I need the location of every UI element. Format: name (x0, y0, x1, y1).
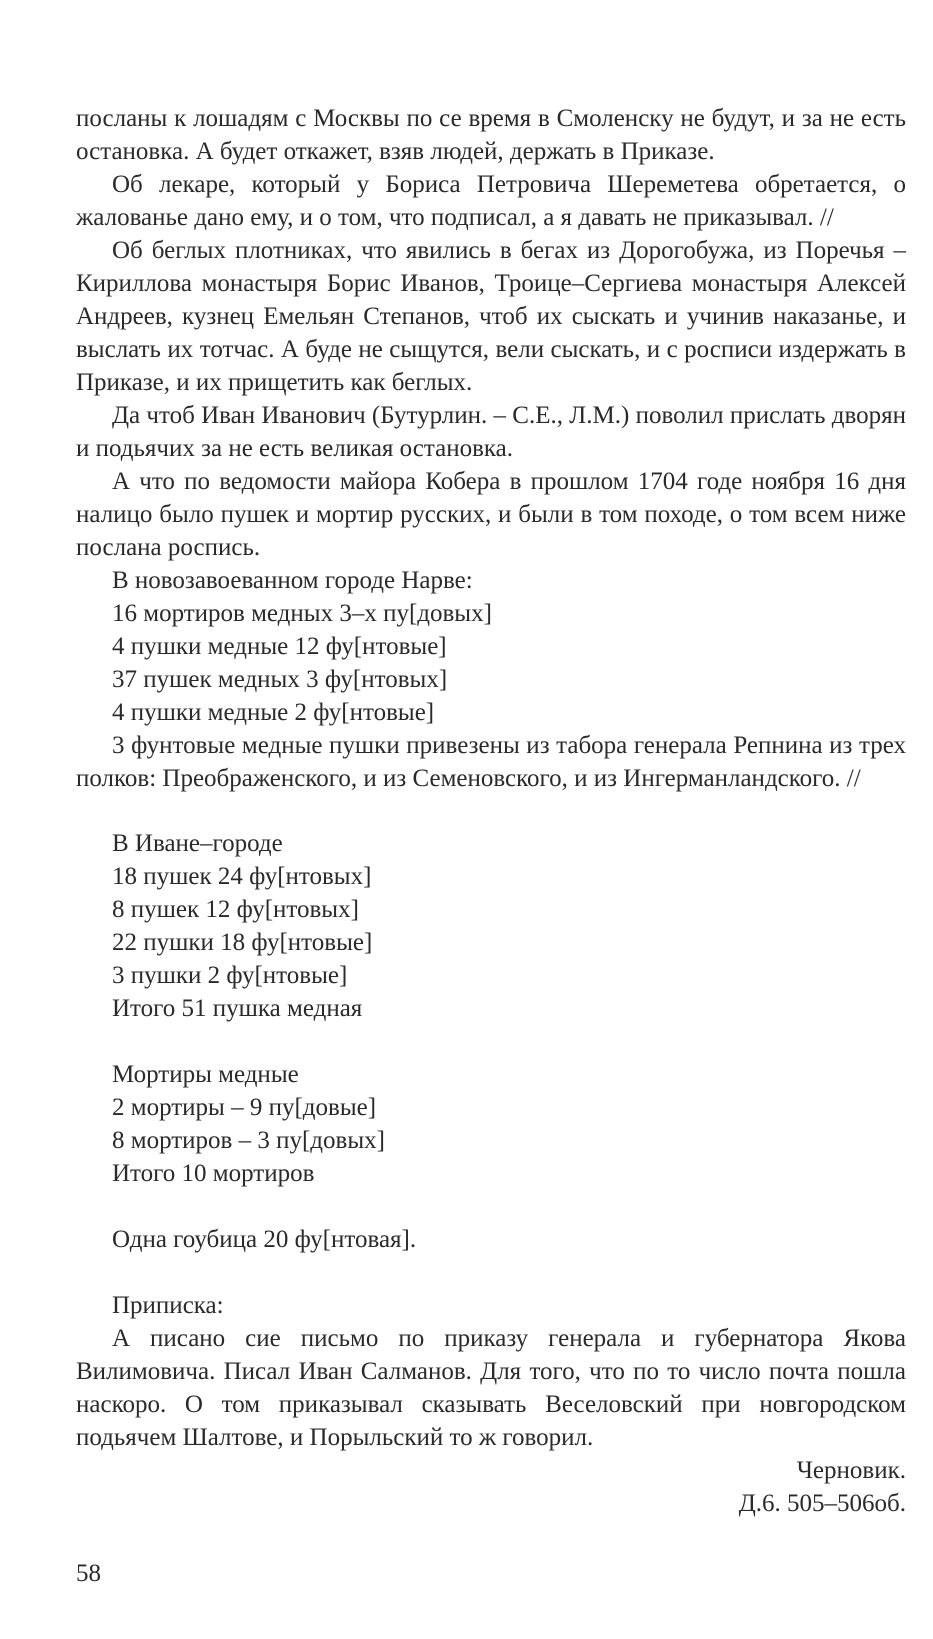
paragraph-kober: А что по ведомости майора Кобера в прошлом 1704 годе ноября 16 дня налицо было пушек и мортир русских, и были в том походе, о том всем ниже послана роспись. (76, 468, 906, 561)
ivangorod-total: Итого 51 пушка медная (112, 995, 363, 1022)
spacer (76, 1190, 906, 1223)
narva-heading: В новозавоеванном городе Нарве: (112, 567, 473, 594)
howitzer-block (76, 1223, 906, 1256)
mortars-total: Итого 10 мортиров (112, 1160, 315, 1187)
list-item: 8 мортиров – 3 пу[довых] (112, 1127, 385, 1154)
document-page (76, 102, 906, 1520)
paragraph-buturlin: Да чтоб Иван Иванович (Бутурлин. – С.Е., Л.М.) поволил прислать дворян и подьячих за не есть великая остановка. (76, 402, 906, 462)
paragraph-carpenters: Об беглых плотниках, что явились в бегах из Дорогобужа, из Поречья – Кириллова монастыря Борис Иванов, Троице–Сергиева монастыря Алексей Андреев, кузнец Емельян Степанов, чтоб их сыскать и учинив наказанье, и выслать их тотчас. А буде не сыщутся, вели сыскать, и с росписи издержать в Приказе, и их прищетить как беглых. (76, 237, 906, 396)
narva-list (76, 564, 906, 729)
spacer (76, 1256, 906, 1289)
draft-label: Черновик. (796, 1457, 906, 1484)
narva-note: 3 фунтовые медные пушки привезены из табора генерала Репнина из трех полков: Преображенского, и из Семеновского, и из Ингерманландского. // (76, 732, 906, 792)
ivangorod-list (76, 827, 906, 1025)
paragraph-doctor: Об лекаре, который у Бориса Петровича Шереметева обретается, о жалованье дано ему, и о том, что подписал, а я давать не приказывал. // (76, 171, 906, 231)
list-item: 4 пушки медные 2 фу[нтовые] (112, 699, 435, 726)
ivangorod-heading: В Иване–городе (112, 830, 283, 857)
list-item: 2 мортиры – 9 пу[довые] (112, 1094, 377, 1121)
spacer (76, 795, 906, 827)
howitzer-line: Одна гоубица 20 фу[нтовая]. (112, 1226, 417, 1253)
list-item: 22 пушки 18 фу[нтовые] (112, 929, 373, 956)
list-item: 37 пушек медных 3 фу[нтовых] (112, 666, 448, 693)
list-item: 3 пушки 2 фу[нтовые] (112, 962, 348, 989)
list-item: 4 пушки медные 12 фу[нтовые] (112, 633, 447, 660)
mortars-list (76, 1058, 906, 1190)
list-item: 16 мортиров медных 3–х пу[довых] (112, 600, 492, 627)
list-item: 18 пушек 24 фу[нтовых] (112, 863, 372, 890)
spacer (76, 1025, 906, 1058)
list-item: 8 пушек 12 фу[нтовых] (112, 896, 359, 923)
postscript-heading-block (76, 1289, 906, 1322)
postscript-heading: Приписка: (112, 1292, 224, 1319)
paragraph-continuation: посланы к лошадям с Москвы по се время в Смоленску не будут, и за не есть остановка. А будет откажет, взяв людей, держать в Приказе. (76, 105, 906, 165)
archive-reference: Д.6. 505–506об. (738, 1490, 906, 1517)
postscript-text: А писано сие письмо по приказу генерала и губернатора Якова Вилимовича. Писал Иван Салманов. Для того, что по то число почта пошла наскоро. О том приказывал сказывать Веселовский при новгородском подьячем Шалтове, и Порыльский то ж говорил. (76, 1325, 906, 1451)
page-number: 58 (76, 1560, 101, 1587)
mortars-heading: Мортиры медные (112, 1061, 299, 1088)
